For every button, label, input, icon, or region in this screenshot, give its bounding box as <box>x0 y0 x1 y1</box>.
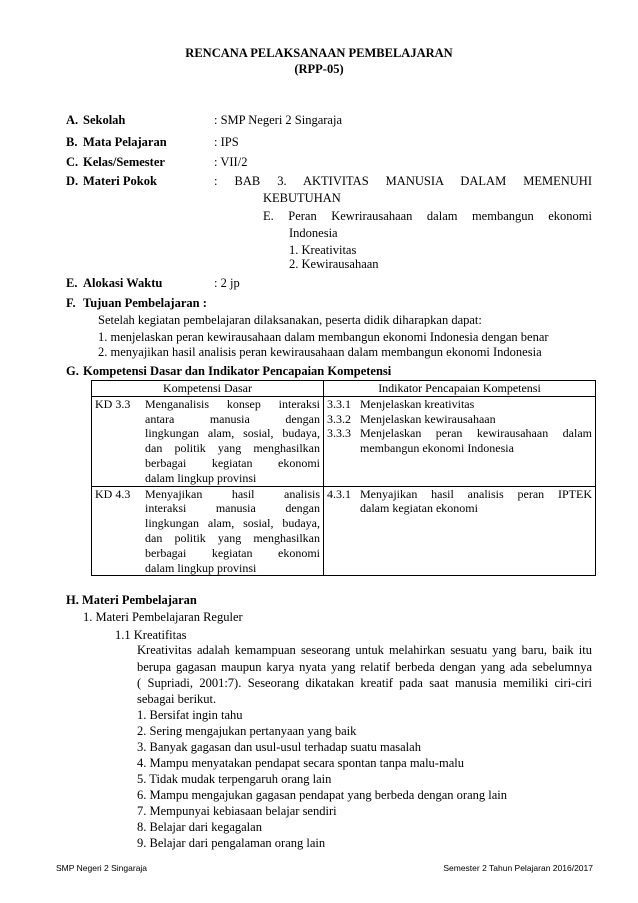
document-title: RENCANA PELAKSANAAN PEMBELAJARAN <box>185 46 453 60</box>
topic-sub-e-cont: Indonesia <box>289 226 338 240</box>
indicator-text-cont: dalam kegiatan ekonomi <box>360 501 478 516</box>
kd-code: KD 3.3 <box>95 396 131 411</box>
competency-heading: Kompetensi Dasar dan Indikator Pencapaian Kompetensi <box>83 364 392 378</box>
creativity-trait-item: 4. Mampu menyatakan pendapat secara spontan tanpa malu-malu <box>137 756 464 770</box>
indicator-code: 3.3.2 <box>327 411 351 426</box>
creativity-trait-item: 9. Belajar dari pengalaman orang lain <box>137 836 326 850</box>
indicator-text: Menyajikan hasil analisis peran IPTEK <box>360 486 592 501</box>
identity-letter-e: E. <box>66 276 78 290</box>
table-header-row <box>92 381 596 397</box>
indicator-text: Menjelaskan peran kewirausahaan dalam <box>360 426 592 441</box>
competency-letter: G. <box>66 364 79 378</box>
identity-value-class: : VII/2 <box>214 155 248 169</box>
indicator-code: 3.3.3 <box>327 426 351 441</box>
kd-text-line: lingkungan alam, sosial, budaya, <box>145 426 320 441</box>
indicator-code: 4.3.1 <box>327 486 351 501</box>
footer-semester: Semester 2 Tahun Pelajaran 2016/2017 <box>443 863 593 873</box>
creativity-trait-item: 5. Tidak mudak terpengaruh orang lain <box>137 772 332 786</box>
kd-text-line: dan politik yang menghasilkan <box>145 441 320 456</box>
competency-table <box>91 380 596 576</box>
objective-item: 2. menyajikan hasil analisis peran kewirausahaan dalam membangun ekonomi Indonesia <box>98 345 542 359</box>
kd-text-line: dan politik yang menghasilkan <box>145 530 320 545</box>
kd-text-line: Menganalisis konsep interaksi <box>145 396 320 411</box>
identity-letter-c: C. <box>66 155 79 169</box>
objectives-intro: Setelah kegiatan pembelajaran dilaksanakan, peserta didik diharapkan dapat: <box>98 313 482 327</box>
materi-paragraph-line: sebagai berikut. <box>137 692 217 706</box>
kd-text-line: interaksi manusia dengan <box>145 501 320 516</box>
kd-text-line: berbagai kegiatan ekonomi <box>145 455 320 470</box>
identity-value-time: : 2 jp <box>214 276 240 290</box>
kd-text-line: Menyajikan hasil analisis <box>145 486 320 501</box>
kd-text-line: antara manusia dengan <box>145 411 320 426</box>
table-header-indicator: Indikator Pencapaian Kompetensi <box>324 381 596 397</box>
materi-paragraph-line: Kreativitas adalah kemampuan seseorang untuk melahirkan sesuatu yang baru, baik itu <box>137 643 592 657</box>
materi-sub-1-1: 1.1 Kreatifitas <box>115 628 187 642</box>
objectives-letter: F. <box>66 296 76 310</box>
identity-label-time: Alokasi Waktu <box>83 276 163 290</box>
identity-value-school: : SMP Negeri 2 Singaraja <box>214 113 342 127</box>
identity-letter-a: A. <box>66 113 79 127</box>
kd-text-line: dalam lingkup provinsi <box>145 560 257 575</box>
topic-sub-2: 2. Kewirausahaan <box>289 257 379 271</box>
topic-sub-1: 1. Kreativitas <box>289 243 357 257</box>
indicator-text: Menjelaskan kreativitas <box>360 396 475 411</box>
materi-paragraph-line: ( Supriadi, 2001:7). Seseorang dikatakan kreatif pada saat manusia memiliki ciri-ciri <box>137 676 592 690</box>
topic-sub-e: E. Peran Kewrirausahaan dalam membangun ekonomi <box>263 209 592 223</box>
identity-value-topic: : BAB 3. AKTIVITAS MANUSIA DALAM MEMENUHI <box>214 174 592 188</box>
identity-value-subject: : IPS <box>214 135 239 149</box>
indicator-cell <box>324 396 596 486</box>
indicator-text-cont: membangun ekonomi Indonesia <box>360 441 514 456</box>
objectives-heading: Tujuan Pembelajaran : <box>83 296 207 310</box>
kd-cell <box>92 396 324 486</box>
identity-label-subject: Mata Pelajaran <box>83 135 167 149</box>
identity-letter-d: D. <box>66 174 79 188</box>
table-header-kd: Kompetensi Dasar <box>92 381 324 397</box>
indicator-cell <box>324 486 596 576</box>
kd-text-line: lingkungan alam, sosial, budaya, <box>145 516 320 531</box>
indicator-code: 3.3.1 <box>327 396 351 411</box>
creativity-trait-item: 1. Bersifat ingin tahu <box>137 708 243 722</box>
identity-label-topic: Materi Pokok <box>83 174 157 188</box>
creativity-trait-item: 8. Belajar dari kegagalan <box>137 820 262 834</box>
materi-heading: H. Materi Pembelajaran <box>66 593 197 607</box>
objective-item: 1. menjelaskan peran kewirausahaan dalam membangun ekonomi Indonesia dengan benar <box>98 330 549 344</box>
kd-text-line: dalam lingkup provinsi <box>145 470 257 485</box>
creativity-trait-item: 2. Sering mengajukan pertanyaan yang baik <box>137 724 357 738</box>
footer-school: SMP Negeri 2 Singaraja <box>56 863 148 873</box>
indicator-text: Menjelaskan kewirausahaan <box>360 411 496 426</box>
creativity-trait-item: 3. Banyak gagasan dan usul-usul terhadap suatu masalah <box>137 740 421 754</box>
materi-sub-1: 1. Materi Pembelajaran Reguler <box>83 610 243 624</box>
materi-paragraph-line: berupa gagasan maupun karya nyata yang relatif berbeda dengan yang ada sebelumnya <box>137 660 592 674</box>
identity-label-school: Sekolah <box>83 113 126 127</box>
kd-text-line: berbagai kegiatan ekonomi <box>145 545 320 560</box>
creativity-trait-item: 7. Mempunyai kebiasaan belajar sendiri <box>137 804 337 818</box>
identity-value-topic-cont: KEBUTUHAN <box>263 191 341 205</box>
table-row <box>92 396 596 486</box>
creativity-trait-item: 6. Mampu mengajukan gagasan pendapat yang berbeda dengan orang lain <box>137 788 508 802</box>
table-row <box>92 486 596 576</box>
identity-label-class: Kelas/Semester <box>83 155 165 169</box>
identity-letter-b: B. <box>66 135 78 149</box>
kd-code: KD 4.3 <box>95 486 131 501</box>
document-subtitle: (RPP-05) <box>294 62 344 76</box>
kd-cell <box>92 486 324 576</box>
